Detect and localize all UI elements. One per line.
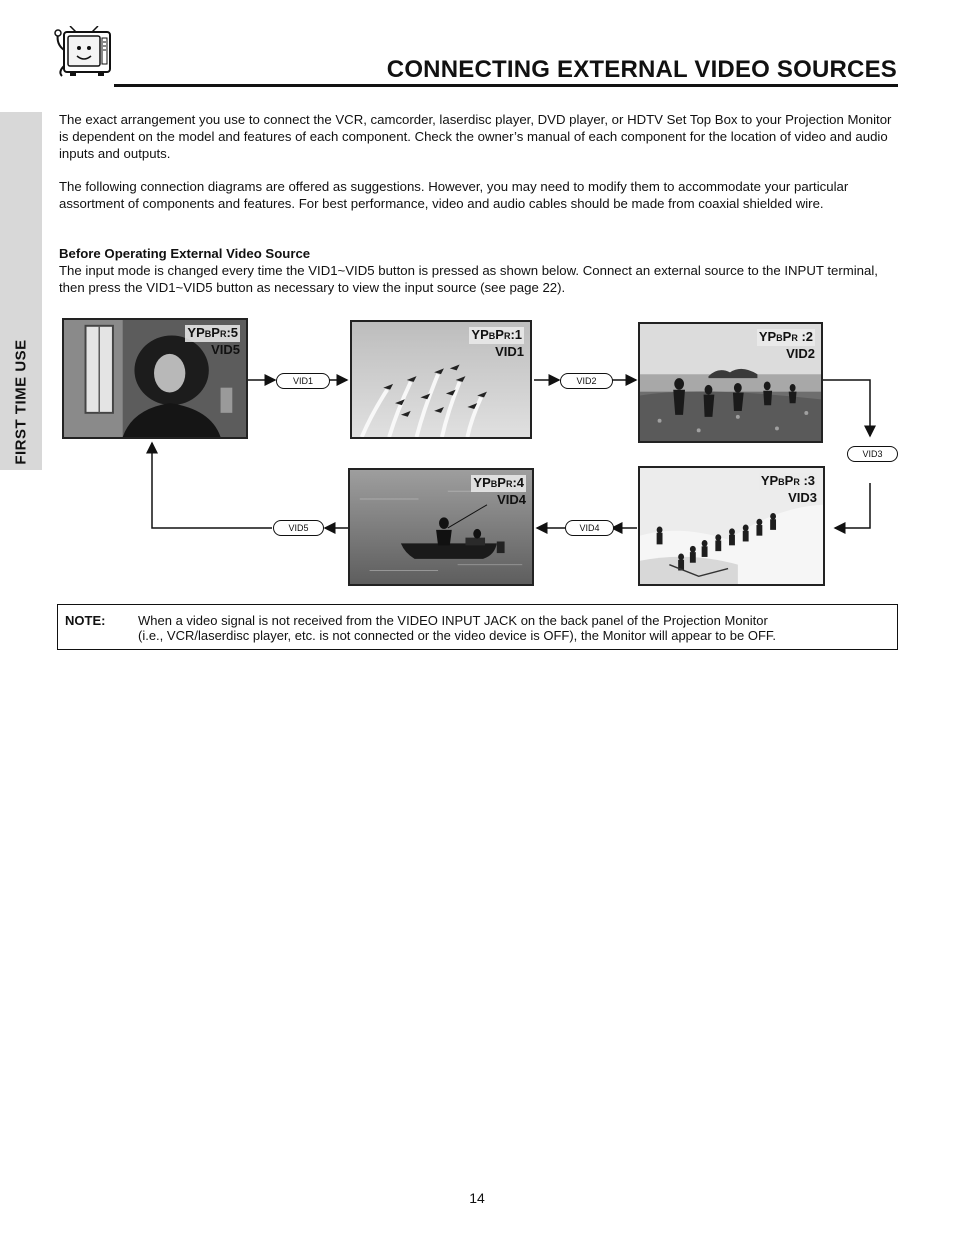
channel-label: YPBPR:5 (187, 325, 238, 340)
note-line-1: When a video signal is not received from the VIDEO INPUT JACK on the back panel of the Projection Monitor (138, 613, 768, 628)
channel-label: YPBPR:1 (471, 327, 522, 342)
screen-vid1 (350, 320, 532, 439)
screen-caption-vid4 (471, 475, 526, 507)
suggestion-paragraph: The following connection diagrams are offered as suggestions. However, you may need to modify them to accommodate your particular assortment of components and features. For best performance, video and audio cables should be made from coaxial shielded wire. (59, 179, 849, 211)
input-label: VID3 (788, 490, 817, 505)
channel-label: YPBPR:4 (473, 475, 524, 490)
subheading: Before Operating External Video Source (59, 246, 311, 261)
channel-label: YPBPR :3 (760, 473, 815, 488)
screen-vid4 (348, 468, 534, 586)
screen-caption-vid5 (185, 325, 240, 357)
input-label: VID5 (211, 342, 240, 357)
screen-caption-vid3 (759, 473, 817, 505)
input-label: VID4 (497, 492, 526, 507)
page-number: 14 (469, 1190, 485, 1206)
screen-caption-vid1 (469, 327, 524, 359)
intro-paragraph: The exact arrangement you use to connect the VCR, camcorder, laserdisc player, DVD player, or HDTV Set Top Box to your Projection Monitor is dependent on the model and features of each component. Check the owner’s manual of each component for the location of video and audio inputs and outputs. (59, 112, 892, 161)
input-mode-paragraph: The input mode is changed every time the VID1~VID5 button is pressed as shown below. Connect an external source to the INPUT terminal, then press the VID1~VID5 button as necessary to view the input source (see page 22). (59, 263, 878, 295)
screen-vid5 (62, 318, 248, 439)
section-tab-label: FIRST TIME USE (12, 339, 30, 465)
input-label: VID1 (495, 344, 524, 359)
vid3-button[interactable]: VID3 (847, 446, 898, 462)
note-text (138, 613, 888, 643)
screen-vid3 (638, 466, 825, 586)
screen-vid2 (638, 322, 823, 443)
note-box (57, 604, 898, 650)
vid4-button[interactable]: VID4 (565, 520, 614, 536)
screen-caption-vid2 (757, 329, 815, 361)
title-rule (114, 84, 898, 87)
vid1-button[interactable]: VID1 (276, 373, 330, 389)
note-line-2: (i.e., VCR/laserdisc player, etc. is not connected or the video device is OFF), the Monitor will appear to be OFF. (138, 628, 776, 643)
vid2-button[interactable]: VID2 (560, 373, 613, 389)
vid5-button[interactable]: VID5 (273, 520, 324, 536)
note-label: NOTE: (65, 613, 106, 628)
section-tab (0, 112, 42, 470)
page-title: CONNECTING EXTERNAL VIDEO SOURCES (386, 56, 897, 83)
tv-mascot-icon (52, 26, 114, 78)
input-label: VID2 (786, 346, 815, 361)
channel-label: YPBPR :2 (758, 329, 813, 344)
